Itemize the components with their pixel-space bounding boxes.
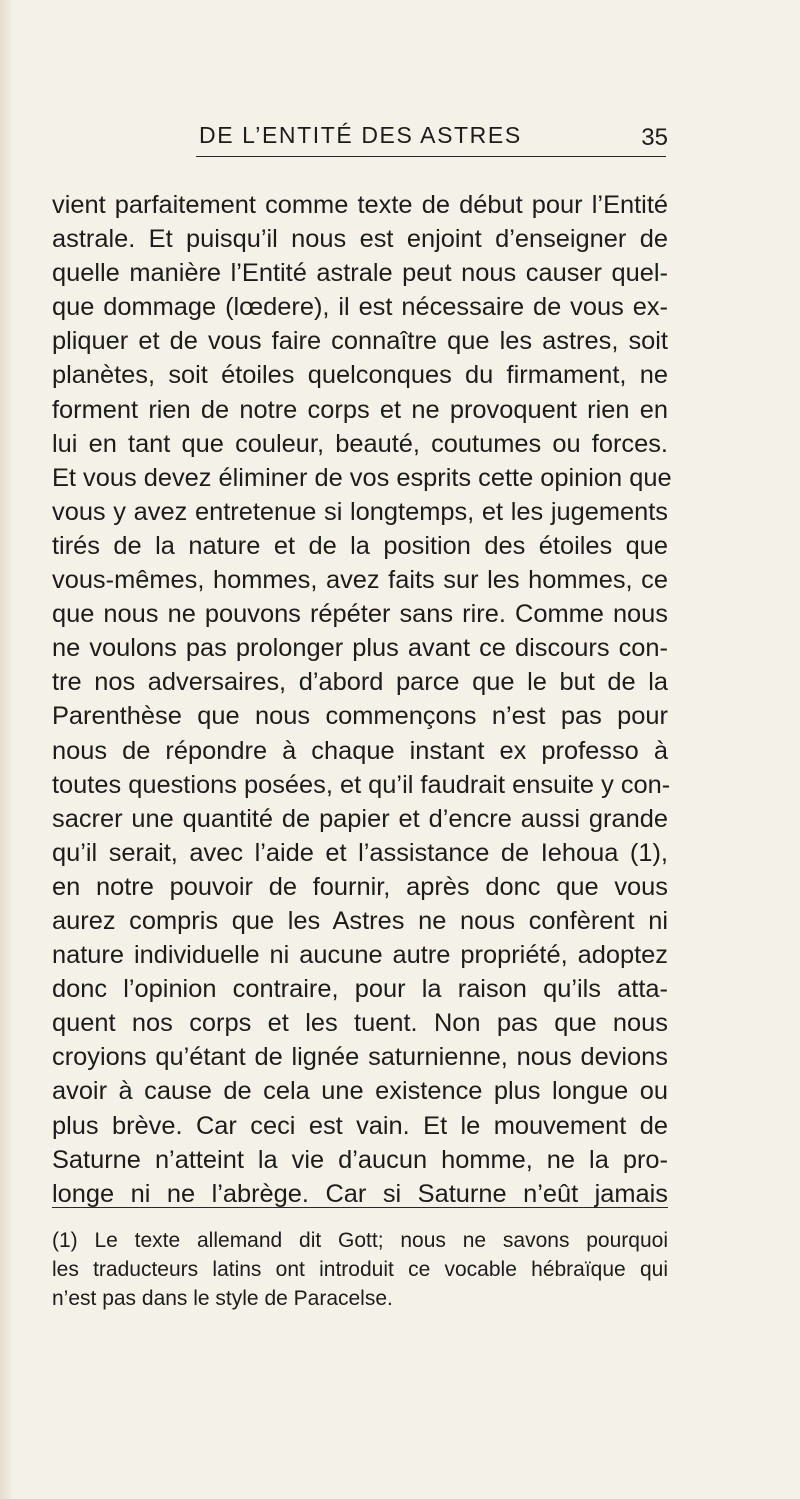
body-line: toutes questions posées, et qu’il faudrait ensuite y con- <box>52 770 671 799</box>
footnote-rule <box>52 1207 668 1208</box>
footnote-line: les traducteurs latins ont introduit ce vocable hébraïque qui <box>52 1258 668 1281</box>
body-line: croyions qu’étant de lignée saturnienne, nous devions <box>52 1043 668 1072</box>
body-line: Et vous devez éliminer de vos esprits cette opinion que <box>52 463 672 492</box>
body-line: forment rien de notre corps et ne provoquent rien en <box>52 395 668 424</box>
body-line: tirés de la nature et de la position des étoiles que <box>52 531 668 560</box>
body-line: aurez compris que les Astres ne nous confèrent ni <box>52 906 668 935</box>
body-line: donc l’opinion contraire, pour la raison qu’ils atta- <box>52 975 668 1004</box>
body-line: quelle manière l’Entité astrale peut nous causer quel- <box>52 259 668 288</box>
body-line: vient parfaitement comme texte de début pour l’Entité <box>52 191 668 219</box>
body-line: Saturne n’atteint la vie d’aucun homme, ne la pro- <box>52 1145 668 1174</box>
header-rule <box>196 156 666 157</box>
body-line: que dommage (lœdere), il est nécessaire de vous ex- <box>52 293 668 322</box>
running-title: DE L’ENTITÉ DES ASTRES <box>199 122 522 148</box>
footnote-line: n’est pas dans le style de Paracelse. <box>52 1287 393 1310</box>
body-line: vous-mêmes, hommes, avez faits sur les hommes, ce <box>52 566 668 595</box>
body-line: astrale. Et puisqu’il nous est enjoint d’enseigner de <box>52 225 668 254</box>
body-line: pliquer et de vous faire connaître que les astres, soit <box>52 327 668 356</box>
body-line: nous de répondre à chaque instant ex professo à <box>52 736 668 765</box>
body-line: quent nos corps et les tuent. Non pas que nous <box>52 1009 668 1038</box>
body-line: plus brève. Car ceci est vain. Et le mouvement de <box>52 1111 668 1140</box>
body-line: vous y avez entretenue si longtemps, et les jugements <box>52 497 668 526</box>
body-line: lui en tant que couleur, beauté, coutumes ou forces. <box>52 429 668 458</box>
body-line: sacrer une quantité de papier et d’encre aussi grande <box>52 804 668 833</box>
body-line: ne voulons pas prolonger plus avant ce discours con- <box>52 634 668 663</box>
body-line: longe ni ne l’abrège. Car si Saturne n’eût jamais <box>52 1179 668 1208</box>
page-gutter-shadow <box>0 0 14 1499</box>
footnotes <box>52 1226 668 1313</box>
body-line: nature individuelle ni aucune autre propriété, adoptez <box>52 941 668 970</box>
body-line: planètes, soit étoiles quelconques du firmament, ne <box>52 361 668 390</box>
body-text <box>52 188 672 1211</box>
footnote-line: (1) Le texte allemand dit Gott; nous ne savons pourquoi <box>52 1229 668 1252</box>
body-line: Parenthèse que nous commençons n’est pas pour <box>52 702 668 731</box>
page-number: 35 <box>641 124 668 151</box>
body-line: avoir à cause de cela une existence plus longue ou <box>52 1077 668 1106</box>
body-line: en notre pouvoir de fournir, après donc que vous <box>52 872 668 901</box>
body-line: qu’il serait, avec l’aide et l’assistance de Iehoua (1), <box>52 838 668 867</box>
body-line: que nous ne pouvons répéter sans rire. Comme nous <box>52 600 668 629</box>
page-header <box>52 118 668 158</box>
body-line: tre nos adversaires, d’abord parce que le but de la <box>52 668 668 697</box>
